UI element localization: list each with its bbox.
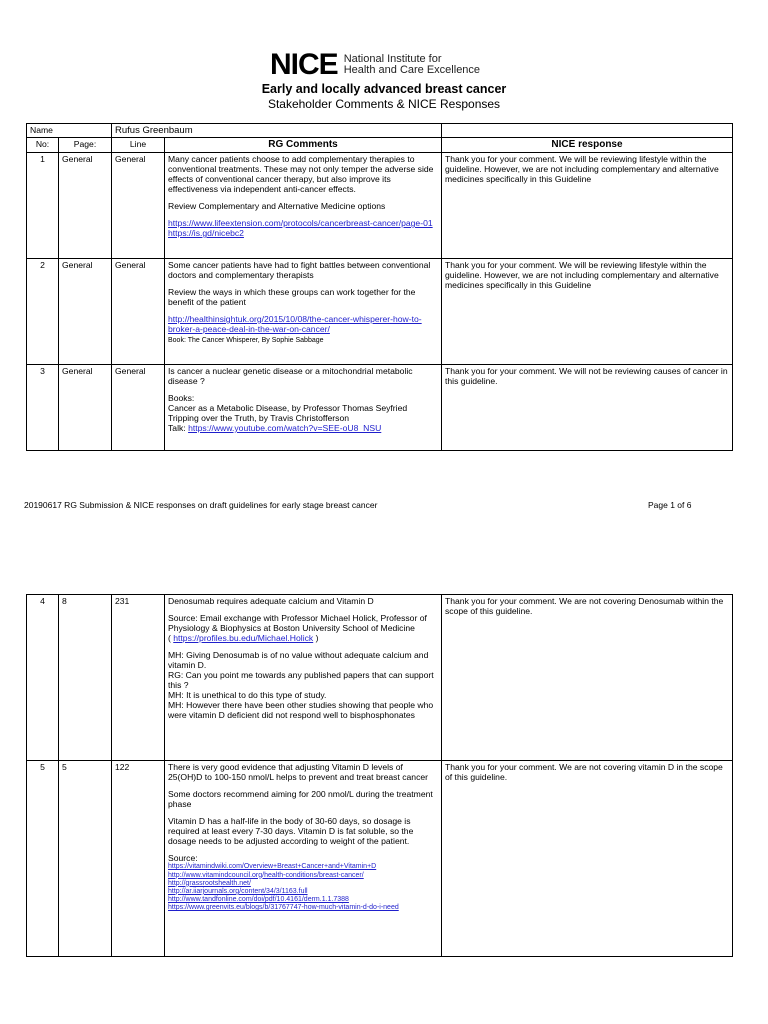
books-label: Books:: [168, 392, 195, 403]
row-line: General: [112, 152, 165, 258]
comment-text: Denosumab requires adequate calcium and Vitamin D: [168, 596, 374, 606]
name-label: Name: [27, 124, 112, 138]
row-line: General: [112, 258, 165, 364]
row-comment: [165, 595, 442, 761]
source-links: [168, 863, 438, 912]
comment-text: Some doctors recommend aiming for 200 nmol/L during the treatment phase: [168, 789, 433, 810]
email-exchange: [168, 650, 438, 720]
row-number: 5: [27, 761, 59, 957]
reference-link[interactable]: http://www.tandfonline.com/doi/pdf/10.4161/derm.1.1.7388: [168, 896, 349, 904]
reference-link[interactable]: https://is.gd/nicebc2: [168, 228, 244, 239]
col-header-no: No:: [27, 138, 59, 153]
row-number: 2: [27, 258, 59, 364]
row-page: General: [59, 152, 112, 258]
logo-mark: NICE: [270, 48, 338, 81]
reference-link[interactable]: https://profiles.bu.edu/Michael.Holick: [173, 633, 314, 644]
logo-line-1: National Institute for: [343, 53, 442, 65]
col-header-response: NICE response: [442, 138, 733, 153]
row-page: 8: [59, 595, 112, 761]
bracket-open: (: [168, 633, 174, 644]
row-response: Thank you for your comment. We will be reviewing lifestyle within the guideline. However, we are not including complementary and alternative medicines specifically in this Guideline: [442, 258, 733, 364]
row-comment: [165, 258, 442, 364]
reference-link[interactable]: http://grassrootshealth.net/: [168, 879, 251, 887]
row-line: General: [112, 364, 165, 450]
row-comment: [165, 761, 442, 957]
row-comment: [165, 364, 442, 450]
exchange-line: MH: However there have been other studies showing that people who were vitamin D deficient did not respond well to bisphosphonates: [168, 700, 434, 721]
comment-text: Is cancer a nuclear genetic disease or a mitochondrial metabolic disease ?: [168, 365, 413, 386]
books-block: [168, 393, 438, 433]
book-reference: Cancer as a Metabolic Disease, by Professor Thomas Seyfried: [168, 402, 408, 413]
row-number: 1: [27, 152, 59, 258]
row-response: Thank you for your comment. We will not be reviewing causes of cancer in this guideline.: [442, 364, 733, 450]
name-value: Rufus Greenbaum: [112, 124, 442, 138]
reference-link[interactable]: http://www.vitamindcouncil.org/health-conditions/breast-cancer/: [168, 871, 364, 879]
comment-text: There is very good evidence that adjusting Vitamin D levels of 25(OH)D to 100-150 nmol/L helps to prevent and treat breast cancer: [168, 762, 429, 783]
comment-text: Vitamin D has a half-life in the body of 30-60 days, so dosage is required at least every 7-30 days. Vitamin D is fat soluble, so the dosage needs to be adjusted according to weight of the patient.: [168, 816, 414, 847]
exchange-line: MH: Giving Denosumab is of no value without adequate calcium and vitamin D.: [168, 650, 429, 671]
reference-link[interactable]: http://healthinsightuk.org/2015/10/08/the-cancer-whisperer-how-to-broker-a-peace-deal-in-the-war-on-cancer/: [168, 313, 422, 335]
logo-subtitle: [344, 54, 480, 76]
col-header-page: Page:: [59, 138, 112, 153]
row-number: 3: [27, 364, 59, 450]
logo-line-2: Health and Care Excellence: [343, 64, 481, 76]
comment-text: Review Complementary and Alternative Medicine options: [168, 200, 386, 211]
comment-text: Review the ways in which these groups can work together for the benefit of the patient: [168, 286, 416, 307]
table-row: [27, 761, 733, 957]
table-row: [27, 152, 733, 258]
book-reference: Book: The Cancer Whisperer, By Sophie Sabbage: [168, 337, 324, 345]
source-block: [168, 613, 438, 643]
name-blank-cell: [442, 124, 733, 138]
table-row: [27, 364, 733, 450]
reference-link[interactable]: https://www.greenvits.eu/blogs/b/31767747-how-much-vitamin-d-do-i-need: [168, 904, 399, 912]
comment-links: [168, 218, 438, 238]
row-page: General: [59, 364, 112, 450]
nice-logo: [270, 50, 480, 80]
row-response: Thank you for your comment. We are not covering vitamin D in the scope of this guideline.: [442, 761, 733, 957]
reference-link[interactable]: https://www.lifeextension.com/protocols/cancerbreast-cancer/page-01: [168, 218, 433, 229]
row-line: 122: [112, 761, 165, 957]
comment-text: Many cancer patients choose to add complementary therapies to conventional treatments. These may not only temper the adverse side effects of conventional cancer therapy, but also improve its effectiveness via independent anti-cancer effects.: [168, 153, 434, 194]
table-row: [27, 258, 733, 364]
document-subtitle: Stakeholder Comments & NICE Responses: [267, 97, 501, 111]
bracket-close: ): [313, 633, 319, 644]
row-comment: [165, 152, 442, 258]
name-row: [27, 124, 733, 138]
reference-link[interactable]: http://ar.iiarjournals.org/content/34/3/1163.full: [168, 887, 308, 895]
row-line: 231: [112, 595, 165, 761]
book-reference: Tripping over the Truth, by Travis Christofferson: [168, 412, 350, 423]
row-response: Thank you for your comment. We will be reviewing lifestyle within the guideline. However, we are not including complementary and alternative medicines specifically in this Guideline: [442, 152, 733, 258]
exchange-line: MH: It is unethical to do this type of study.: [168, 690, 327, 701]
row-page: General: [59, 258, 112, 364]
talk-link[interactable]: https://www.youtube.com/watch?v=SEE-oU8_NSU: [188, 423, 382, 434]
source-block: [168, 853, 438, 912]
row-number: 4: [27, 595, 59, 761]
source-text: Source: Email exchange with Professor Michael Holick, Professor of Physiology & Biophysics at Boston University School of Medicine: [168, 613, 427, 634]
comment-links: [168, 314, 438, 345]
col-header-comments: RG Comments: [165, 138, 442, 153]
page-footer-description: 20190617 RG Submission & NICE responses on draft guidelines for early stage breast cancer: [24, 500, 378, 510]
comment-text: Some cancer patients have had to fight battles between conventional doctors and complementary therapists: [168, 259, 431, 280]
exchange-line: RG: Can you point me towards any published papers that can support this ?: [168, 670, 434, 691]
page-number: Page 1 of 6: [648, 500, 692, 510]
comments-table-page-1: [26, 123, 733, 451]
source-label: Source:: [168, 853, 198, 864]
comments-table-page-2: [26, 594, 733, 957]
document-title: Early and locally advanced breast cancer: [261, 82, 507, 96]
row-response: Thank you for your comment. We are not covering Denosumab within the scope of this guideline.: [442, 595, 733, 761]
talk-label: Talk:: [168, 423, 186, 434]
row-page: 5: [59, 761, 112, 957]
table-row: [27, 595, 733, 761]
reference-link[interactable]: https://vitamindwiki.com/Overview+Breast+Cancer+and+Vitamin+D: [168, 863, 377, 871]
header-row: [27, 138, 733, 153]
col-header-line: Line: [112, 138, 165, 153]
